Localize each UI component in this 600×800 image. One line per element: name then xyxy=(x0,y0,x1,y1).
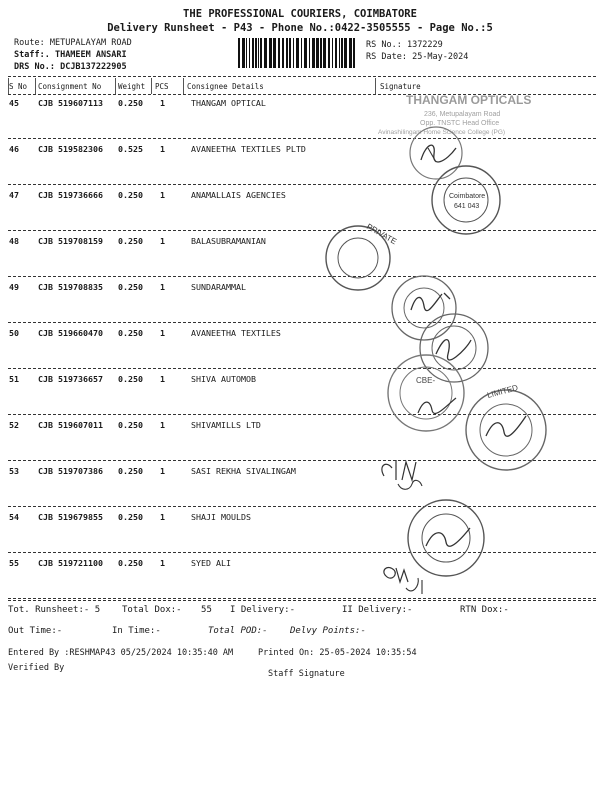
row-pcs: 1 xyxy=(160,466,165,476)
col-sno: S No xyxy=(9,82,28,91)
barcode-bar xyxy=(293,38,294,68)
barcode-bar xyxy=(301,38,302,68)
barcode-bar xyxy=(335,38,337,68)
divider xyxy=(8,600,596,601)
row-consignment: CJB 519708835 xyxy=(38,282,103,292)
row-consignment: CJB 519582306 xyxy=(38,144,103,154)
barcode-bar xyxy=(242,38,245,68)
rs-date-label: RS Date: xyxy=(366,52,407,62)
barcode-bar xyxy=(255,38,257,68)
row-consignee: THANGAM OPTICAL xyxy=(191,98,266,108)
row-consignment: CJB 519721100 xyxy=(38,558,103,568)
row-sno: 55 xyxy=(9,558,19,568)
barcode-bar xyxy=(260,38,262,68)
delvy-points: Delvy Points:- xyxy=(290,626,366,636)
total-dox-value: 55 xyxy=(201,605,212,615)
row-pcs: 1 xyxy=(160,98,165,108)
rtn-dox: RTN Dox:- xyxy=(460,605,509,615)
barcode-bar xyxy=(312,38,315,68)
drs-line xyxy=(14,62,127,72)
row-weight: 0.250 xyxy=(118,512,143,522)
thangam-stamp-addr2: Opp. TNSTC Head Office xyxy=(420,120,500,127)
private-stamp-text: PRIVATE xyxy=(365,221,399,247)
row-sno: 51 xyxy=(9,374,19,384)
runsheet-title: Delivery Runsheet - P43 - Phone No.:0422-3505555 - Page No.:5 xyxy=(107,22,493,34)
row-sno: 52 xyxy=(9,420,19,430)
row-pcs: 1 xyxy=(160,282,165,292)
printed-on: Printed On: 25-05-2024 10:35:54 xyxy=(258,648,417,658)
row-consignment: CJB 519707386 xyxy=(38,466,103,476)
row-weight: 0.250 xyxy=(118,190,143,200)
barcode-bar xyxy=(323,38,326,68)
row-consignment: CJB 519679855 xyxy=(38,512,103,522)
staff-label: Staff:. xyxy=(14,50,50,60)
route-value: METUPALAYAM ROAD xyxy=(49,38,132,48)
row-pcs: 1 xyxy=(160,512,165,522)
total-dox-label: Total Dox:- xyxy=(122,605,182,615)
barcode-bar xyxy=(273,38,276,68)
row-pcs: 1 xyxy=(160,190,165,200)
row-sno: 49 xyxy=(9,282,19,292)
row-sno: 53 xyxy=(9,466,19,476)
row-consignee: SHAJI MOULDS xyxy=(191,512,251,522)
cbe-stamp-text: CBE- xyxy=(416,376,436,385)
row-consignee: SUNDARAMMAL xyxy=(191,282,246,292)
row-consignee: SASI REKHA SIVALINGAM xyxy=(191,466,296,476)
col-pcs: PCS xyxy=(155,82,169,91)
anamallais-pin: 641 043 xyxy=(454,203,480,210)
staff-signature: Staff Signature xyxy=(268,669,345,679)
out-time: Out Time:- xyxy=(8,626,63,636)
divider xyxy=(8,76,596,77)
barcode-bar xyxy=(304,38,307,68)
barcode-bar xyxy=(258,38,259,68)
row-consignee: AVANEETHA TEXTILES xyxy=(191,328,281,338)
rs-no-label: RS No.: xyxy=(366,40,402,50)
limited-stamp-text: LIMITED xyxy=(486,383,520,400)
barcode-bar xyxy=(246,38,247,68)
route-line xyxy=(14,38,132,48)
row-consignee: ANAMALLAIS AGENCIES xyxy=(191,190,286,200)
row-weight: 0.250 xyxy=(118,558,143,568)
row-pcs: 1 xyxy=(160,374,165,384)
barcode-bar xyxy=(238,38,240,68)
col-signature: Signature xyxy=(380,82,421,91)
row-consignee: AVANEETHA TEXTILES PLTD xyxy=(191,144,306,154)
row-consignee: SYED ALI xyxy=(191,558,231,568)
row-consignment: CJB 519607011 xyxy=(38,420,103,430)
ii-delivery: II Delivery:- xyxy=(342,605,413,615)
barcode-bar xyxy=(282,38,284,68)
row-weight: 0.525 xyxy=(118,144,143,154)
barcode-bar xyxy=(296,38,299,68)
barcode xyxy=(238,38,358,68)
company-title: THE PROFESSIONAL COURIERS, COIMBATORE xyxy=(183,8,417,20)
signature-stamps xyxy=(365,88,598,608)
thangam-stamp-name: THANGAM OPTICALS xyxy=(406,93,532,107)
row-weight: 0.250 xyxy=(118,420,143,430)
row-consignment: CJB 519736666 xyxy=(38,190,103,200)
barcode-bar xyxy=(249,38,250,68)
row-weight: 0.250 xyxy=(118,374,143,384)
row-sno: 48 xyxy=(9,236,19,246)
tot-runsheet: Tot. Runsheet:- 5 xyxy=(8,605,101,615)
route-label: Route: xyxy=(14,38,45,48)
barcode-bar xyxy=(328,38,330,68)
col-weight: Weight xyxy=(118,82,146,91)
barcode-bar xyxy=(252,38,254,68)
barcode-bar xyxy=(316,38,319,68)
row-consignee: BALASUBRAMANIAN xyxy=(191,236,266,246)
barcode-bar xyxy=(353,38,355,68)
row-weight: 0.250 xyxy=(118,328,143,338)
rs-no-line xyxy=(366,40,443,50)
anamallais-city: Coimbatore xyxy=(449,193,486,200)
barcode-bar xyxy=(278,38,280,68)
barcode-bar xyxy=(332,38,333,68)
row-sno: 50 xyxy=(9,328,19,338)
entered-by: Entered By :RESHMAP43 05/25/2024 10:35:40 AM xyxy=(8,648,234,658)
barcode-bar xyxy=(341,38,343,68)
i-delivery: I Delivery:- xyxy=(230,605,296,615)
barcode-bar xyxy=(269,38,272,68)
barcode-bar xyxy=(349,38,352,68)
row-pcs: 1 xyxy=(160,420,165,430)
row-pcs: 1 xyxy=(160,328,165,338)
barcode-bar xyxy=(339,38,340,68)
row-consignment: CJB 519607113 xyxy=(38,98,103,108)
barcode-bar xyxy=(289,38,291,68)
barcode-bar xyxy=(309,38,310,68)
rs-no-value: 1372229 xyxy=(406,40,443,50)
barcode-bar xyxy=(286,38,288,68)
total-dox xyxy=(122,605,212,615)
in-time: In Time:- xyxy=(112,626,161,636)
thangam-stamp-addr3: Avinashilingam Home Science College (PG) xyxy=(378,129,506,136)
row-pcs: 1 xyxy=(160,558,165,568)
row-consignment: CJB 519708159 xyxy=(38,236,103,246)
col-consignee: Consignee Details xyxy=(187,82,264,91)
row-weight: 0.250 xyxy=(118,466,143,476)
rs-date-value: 25-May-2024 xyxy=(412,52,469,62)
drs-label: DRS No.: xyxy=(14,62,55,72)
row-sno: 45 xyxy=(9,98,19,108)
row-pcs: 1 xyxy=(160,236,165,246)
row-consignment: CJB 519660470 xyxy=(38,328,103,338)
barcode-bar xyxy=(264,38,267,68)
row-sno: 54 xyxy=(9,512,19,522)
row-consignee: SHIVA AUTOMOB xyxy=(191,374,256,384)
col-consignment: Consignment No xyxy=(38,82,102,91)
barcode-bar xyxy=(344,38,347,68)
row-consignee: SHIVAMILLS LTD xyxy=(191,420,261,430)
staff-value: THAMEEM ANSARI xyxy=(54,50,127,60)
barcode-bar xyxy=(320,38,322,68)
row-weight: 0.250 xyxy=(118,282,143,292)
row-consignment: CJB 519736657 xyxy=(38,374,103,384)
row-sno: 46 xyxy=(9,144,19,154)
row-weight: 0.250 xyxy=(118,236,143,246)
row-sno: 47 xyxy=(9,190,19,200)
row-weight: 0.250 xyxy=(118,98,143,108)
staff-line xyxy=(14,50,127,60)
total-pod: Total POD:- xyxy=(208,626,268,636)
verified-by: Verified By xyxy=(8,663,65,673)
row-pcs: 1 xyxy=(160,144,165,154)
thangam-stamp-addr1: 236, Metupalayam Road xyxy=(424,111,501,118)
rs-date-line xyxy=(366,52,468,62)
drs-value: DCJB137222905 xyxy=(60,62,127,72)
